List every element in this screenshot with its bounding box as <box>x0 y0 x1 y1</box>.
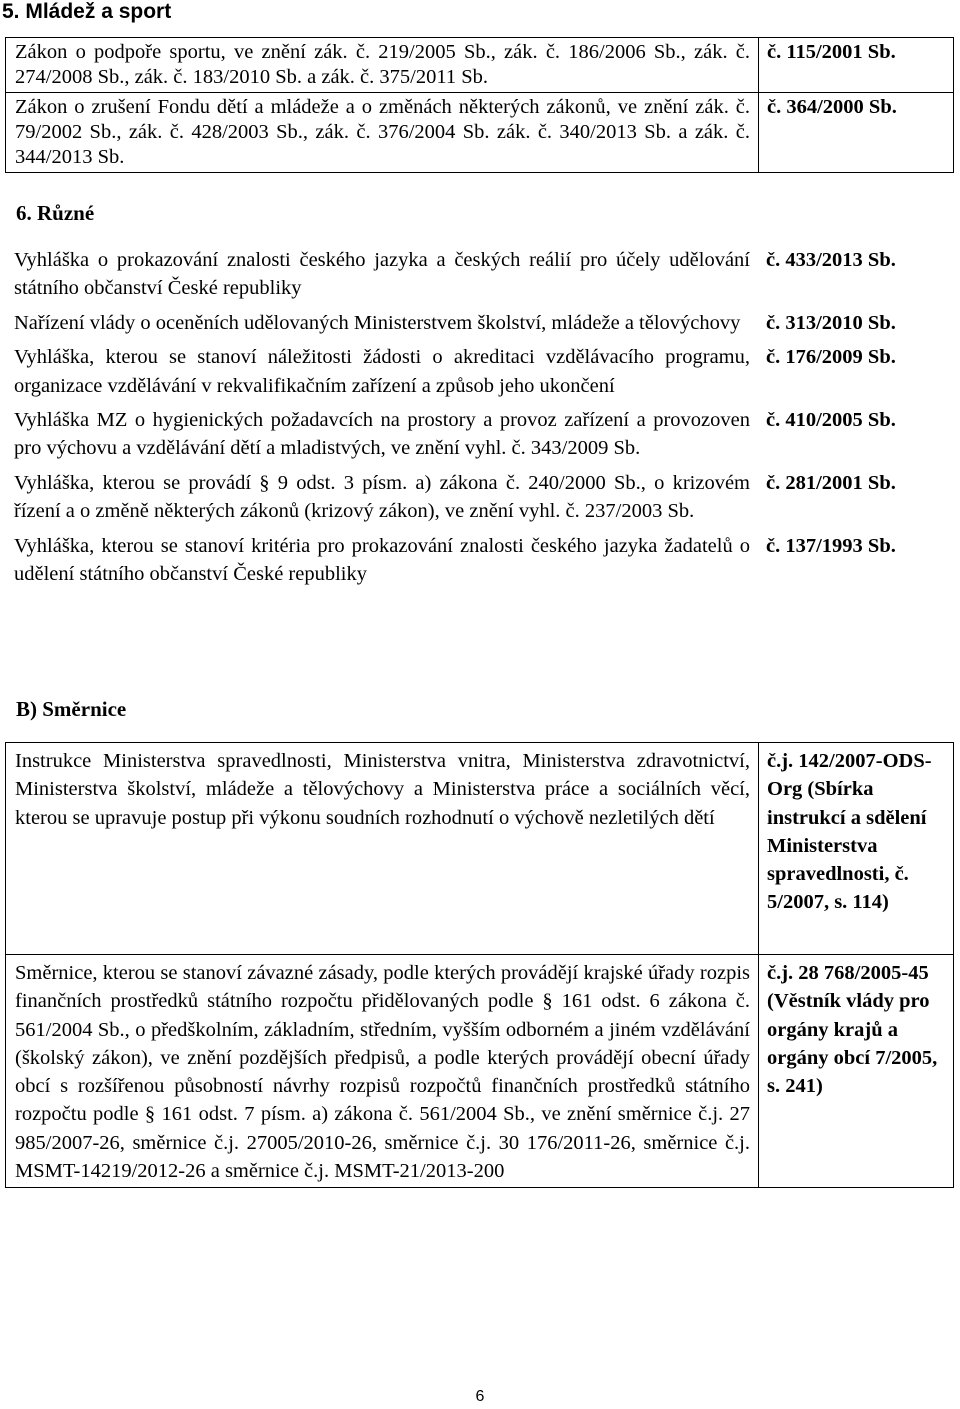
law-description: Vyhláška, kterou se stanoví kritéria pro prokazování znalosti českého jazyka žadatelů o udělení státního občanství České republiky <box>14 534 750 586</box>
table-row <box>5 305 953 339</box>
law-description: Vyhláška, kterou se stanoví náležitosti žádosti o akreditaci vzdělávacího programu, organizace vzdělávání v rekvalifikačním zařízení a způsob jeho ukončení <box>14 346 750 397</box>
law-reference: č. 137/1993 Sb. <box>766 534 896 557</box>
law-description: Nařízení vlády o oceněních udělovaných Ministerstvem školství, mládeže a tělovýchovy <box>14 311 741 334</box>
section-heading-misc: 6. Různé <box>16 201 95 225</box>
law-reference: č. 410/2005 Sb. <box>766 409 896 432</box>
table-row <box>5 242 953 305</box>
page-number: 6 <box>475 1388 485 1405</box>
law-description: Vyhláška MZ o hygienických požadavcích na prostory a provoz zařízení a provozoven pro výchovu a vzdělávání dětí a mladistvých, ve znění vyhl. č. 343/2009 Sb. <box>14 409 750 460</box>
table-misc <box>5 242 953 590</box>
rule-reference: č.j. 142/2007-ODS-Org (Sbírka instrukcí a sdělení Ministerstva spravedlnosti, č. 5/2007, s. 114) <box>759 743 954 955</box>
table-row <box>6 743 954 955</box>
law-reference: č. 364/2000 Sb. <box>759 93 954 173</box>
table-row <box>5 339 953 402</box>
law-description: Vyhláška o prokazování znalosti českého jazyka a českých reálií pro účely udělování státního občanství České republiky <box>14 249 750 300</box>
rule-description: Směrnice, kterou se stanoví závazné zásady, podle kterých provádějí krajské úřady rozpis finančních prostředků státního rozpočtu přidělovaných podle § 161 odst. 6 zákona č. 561/2004 Sb., o předškolním, základním, středním, vyšším odborném a jiném vzdělávání (školský zákon), ve znění pozdějších předpisů, a podle kterých provádějí obecní úřady obcí s rozšířenou působností návrhy rozpisů rozpočtů finančních prostředků státního rozpočtu podle § 161 odst. 7 písm. a) zákona č. 561/2004 Sb., ve znění směrnice č.j. 27 985/2007-26, směrnice č.j. 27005/2010-26, směrnice č.j. 30 176/2011-26, směrnice č.j. MSMT-14219/2012-26 a směrnice č.j. MSMT-21/2013-200 <box>6 955 759 1188</box>
section-heading-sport: 5. Mládež a sport <box>2 0 172 23</box>
table-row <box>6 955 954 1188</box>
rule-reference: č.j. 28 768/2005-45 (Věstník vlády pro orgány krajů a orgány obcí 7/2005, s. 241) <box>759 955 954 1188</box>
law-reference: č. 115/2001 Sb. <box>759 38 954 93</box>
table-row <box>5 465 953 528</box>
table-row <box>6 38 954 93</box>
table-sport <box>5 37 954 173</box>
table-row <box>6 93 954 173</box>
table-rules <box>5 742 954 1188</box>
table-row <box>5 402 953 465</box>
section-heading-rules: B) Směrnice <box>16 697 127 721</box>
table-row <box>5 528 953 591</box>
law-description: Vyhláška, kterou se provádí § 9 odst. 3 písm. a) zákona č. 240/2000 Sb., o krizovém řízení a o změně některých zákonů (krizový zákon), ve znění vyhl. č. 237/2003 Sb. <box>14 471 750 523</box>
law-reference: č. 313/2010 Sb. <box>766 311 896 334</box>
law-reference: č. 281/2001 Sb. <box>766 471 896 494</box>
rule-description: Instrukce Ministerstva spravedlnosti, Ministerstva vnitra, Ministerstva zdravotnictví, Ministerstva školství, mládeže a tělovýchovy a Ministerstva práce a sociálních věcí, kterou se upravuje postup při výkonu soudních rozhodnutí o výchově nezletilých dětí <box>6 743 759 955</box>
law-description: Zákon o zrušení Fondu dětí a mládeže a o změnách některých zákonů, ve znění zák. č. 79/2002 Sb., zák. č. 428/2003 Sb., zák. č. 376/2004 Sb. zák. č. 340/2013 Sb. a zák. č. 344/2013 Sb. <box>6 93 759 173</box>
law-reference: č. 433/2013 Sb. <box>766 249 896 271</box>
law-description: Zákon o podpoře sportu, ve znění zák. č. 219/2005 Sb., zák. č. 186/2006 Sb., zák. č. 274/2008 Sb., zák. č. 183/2010 Sb. a zák. č. 375/2011 Sb. <box>6 38 759 93</box>
law-reference: č. 176/2009 Sb. <box>766 346 896 369</box>
